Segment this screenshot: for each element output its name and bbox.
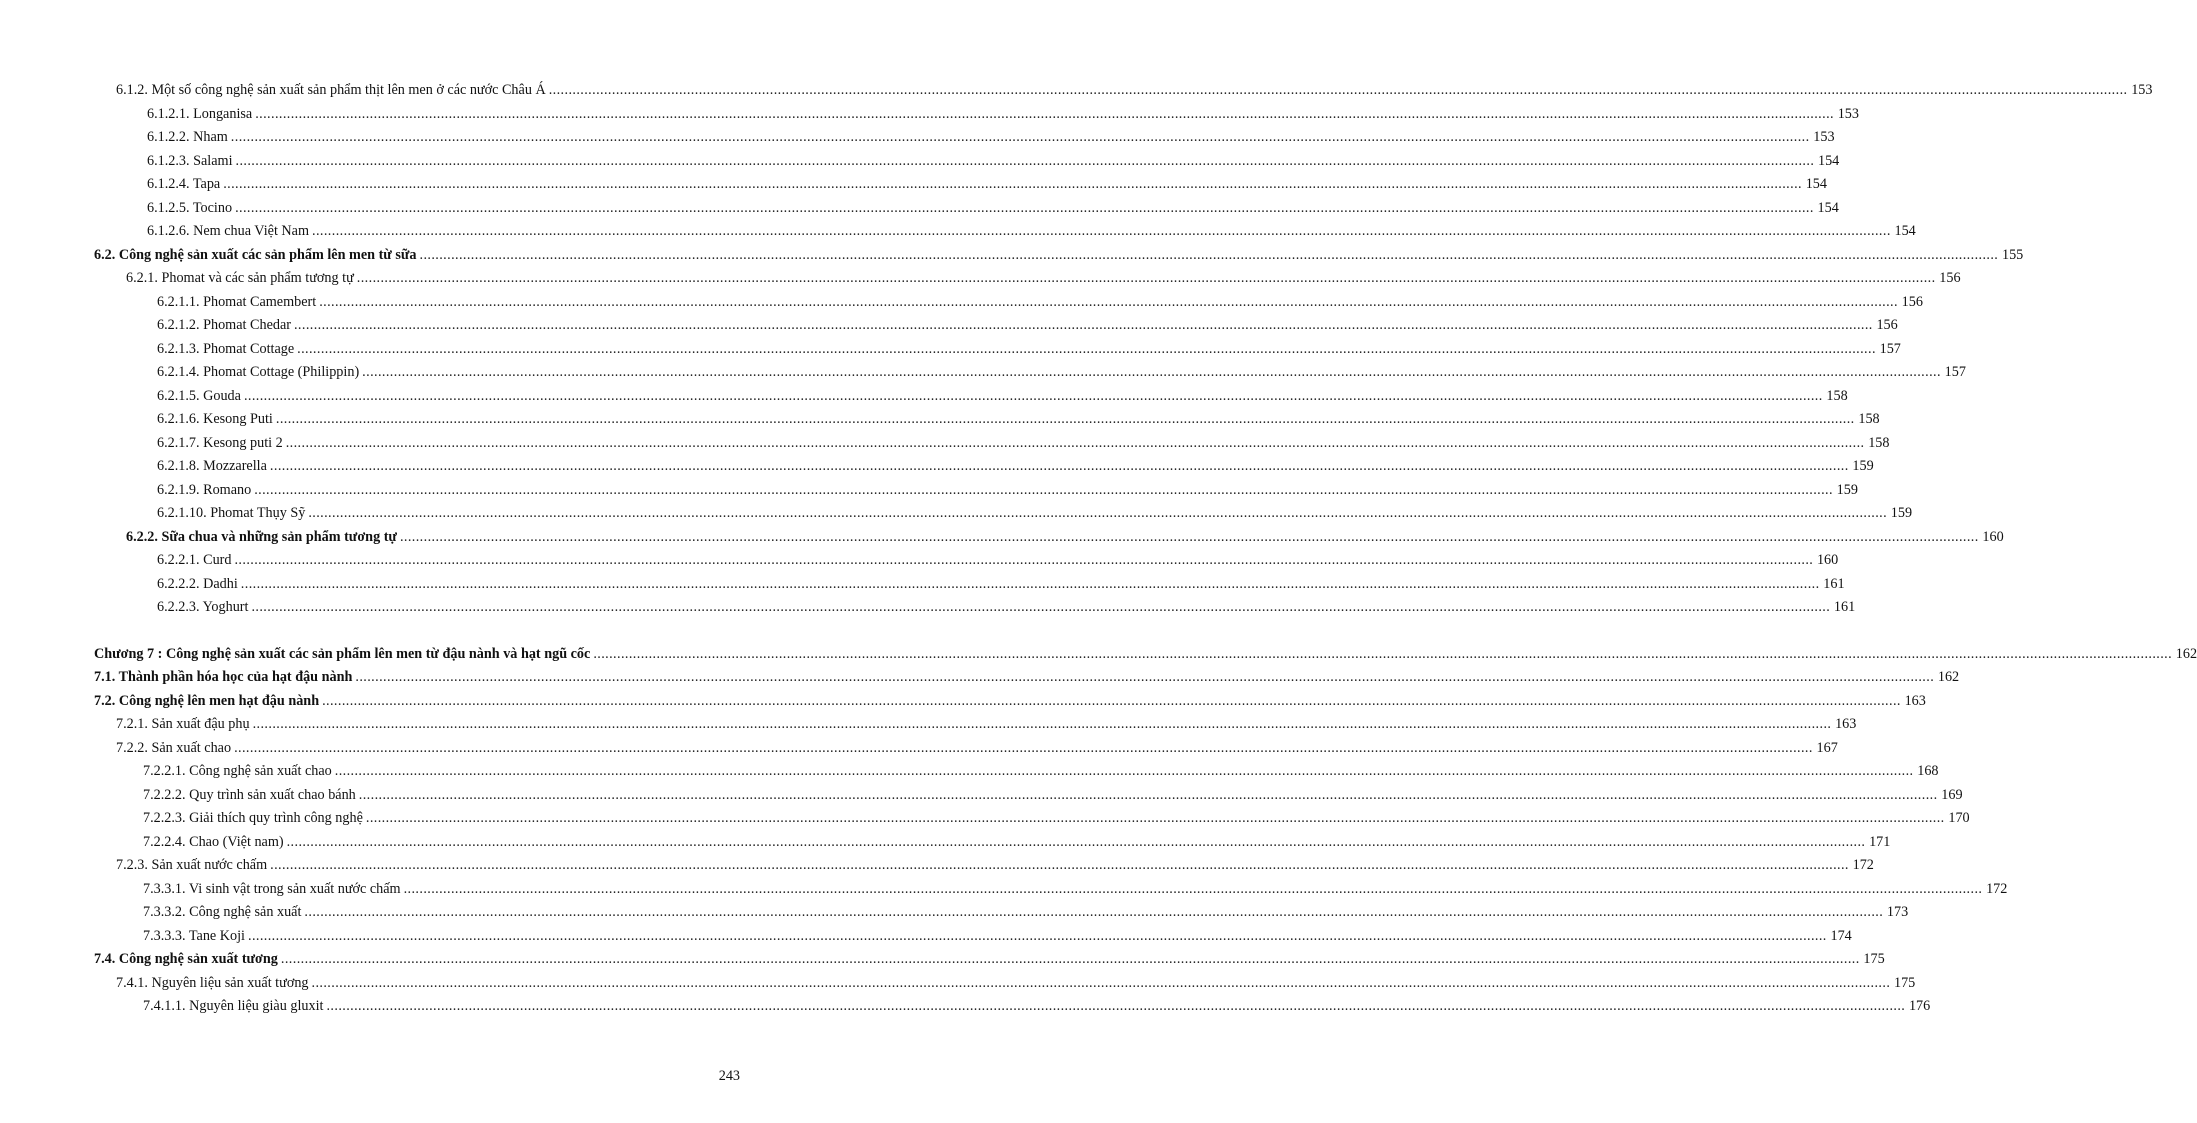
toc-entry-page: 175	[1863, 951, 1885, 967]
toc-entry	[0, 643, 2197, 667]
dot-leader: ................................................................................................................................................................................................................................................................................................................................................................................................................	[240, 575, 1820, 592]
toc-entry	[0, 784, 1963, 808]
toc-entry-page: 161	[1823, 575, 1845, 592]
toc-entry-title: 6.1.2. Một số công nghệ sản xuất sản phẩm thịt lên men ở các nước Châu Á	[116, 82, 546, 98]
toc-entry-page: 169	[1941, 786, 1963, 803]
dot-leader: ................................................................................................................................................................................................................................................................................................................................................................................................................	[255, 105, 1834, 122]
toc-entry-page: 170	[1948, 810, 1970, 826]
dot-leader: ................................................................................................................................................................................................................................................................................................................................................................................................................	[223, 176, 1802, 192]
toc-entry-page: 153	[1837, 105, 1859, 122]
toc-entry-title: 6.1.2.6. Nem chua Việt Nam	[147, 223, 310, 239]
toc-entry	[0, 479, 1858, 503]
toc-entry	[0, 338, 1901, 362]
dot-leader: ................................................................................................................................................................................................................................................................................................................................................................................................................	[362, 364, 1941, 380]
toc-entry-page: 154	[1805, 176, 1827, 192]
dot-leader: ................................................................................................................................................................................................................................................................................................................................................................................................................	[275, 411, 1855, 427]
toc-entry	[0, 79, 2153, 103]
toc-entry-title: 7.2.2.1. Công nghệ sản xuất chao	[143, 763, 332, 779]
toc-entry	[0, 573, 1845, 597]
dot-leader: ................................................................................................................................................................................................................................................................................................................................................................................................................	[235, 199, 1814, 216]
page-number: 243	[718, 1068, 740, 1084]
dot-leader: ................................................................................................................................................................................................................................................................................................................................................................................................................	[319, 293, 1898, 310]
toc-entry	[0, 878, 2008, 902]
toc-entry	[0, 854, 1874, 878]
toc-entry-title: 6.2.1.9. Romano	[157, 481, 252, 498]
dot-leader: ................................................................................................................................................................................................................................................................................................................................................................................................................	[308, 505, 1888, 521]
toc-entry-page: 167	[1816, 739, 1838, 756]
toc-entry-title: 6.1.2.4. Tapa	[147, 176, 221, 192]
toc-entry	[0, 995, 1931, 1019]
toc-entry-title: 7.2.2.2. Quy trình sản xuất chao bánh	[143, 786, 356, 803]
dot-leader: ................................................................................................................................................................................................................................................................................................................................................................................................................	[248, 927, 1827, 944]
toc-entry-title: Chương 7 : Công nghệ sản xuất các sản phẩm lên men từ đậu nành và hạt ngũ cốc	[94, 645, 591, 662]
toc-entry-title: 6.2.1.2. Phomat Chedar	[157, 317, 291, 333]
dot-leader: ................................................................................................................................................................................................................................................................................................................................................................................................................	[254, 481, 1833, 498]
toc-entry	[0, 666, 1960, 690]
toc-entry	[0, 126, 1835, 150]
dot-leader: ................................................................................................................................................................................................................................................................................................................................................................................................................	[322, 692, 1901, 709]
toc-entry	[0, 385, 1848, 409]
toc-entry-title: 7.3.3.2. Công nghệ sản xuất	[143, 904, 302, 920]
dot-leader: ................................................................................................................................................................................................................................................................................................................................................................................................................	[356, 270, 1936, 286]
dot-leader: ................................................................................................................................................................................................................................................................................................................................................................................................................	[243, 387, 1823, 404]
toc-entry-title: 7.2.2. Sản xuất chao	[116, 739, 232, 756]
toc-entry-title: 6.2.1.4. Phomat Cottage (Philippin)	[157, 364, 360, 380]
toc-entry-title: 6.2.2.1. Curd	[157, 552, 232, 568]
toc-entry-title: 7.2.1. Sản xuất đậu phụ	[116, 716, 250, 732]
dot-leader: ................................................................................................................................................................................................................................................................................................................................................................................................................	[304, 904, 1884, 920]
dot-leader: ................................................................................................................................................................................................................................................................................................................................................................................................................	[593, 645, 2173, 662]
toc-entry	[0, 361, 1966, 385]
toc-entry-title: 6.2. Công nghệ sản xuất các sản phẩm lên men từ sữa	[94, 246, 417, 263]
toc-entry-page: 175	[1893, 974, 1916, 991]
toc-entry-title: 6.2.2. Sữa chua và những sản phẩm tương tự	[126, 528, 397, 545]
toc-entry	[0, 173, 1827, 197]
toc-entry-title: 6.2.2.2. Dadhi	[157, 575, 238, 592]
toc-entry-title: 6.2.1. Phomat và các sản phẩm tương tự	[126, 270, 354, 286]
dot-leader: ................................................................................................................................................................................................................................................................................................................................................................................................................	[230, 129, 1810, 145]
toc-entry-page: 163	[1835, 716, 1857, 732]
toc-entry-title: 7.2.2.4. Chao (Việt nam)	[143, 833, 284, 850]
toc-entry-page: 160	[1816, 552, 1839, 568]
toc-entry-title: 6.2.1.5. Gouda	[157, 387, 241, 404]
dot-leader: ................................................................................................................................................................................................................................................................................................................................................................................................................	[548, 82, 2128, 98]
toc-entry-page: 171	[1869, 833, 1891, 850]
dot-leader: ................................................................................................................................................................................................................................................................................................................................................................................................................	[312, 223, 1891, 239]
toc-entry	[0, 526, 2004, 550]
dot-leader: ................................................................................................................................................................................................................................................................................................................................................................................................................	[403, 880, 1983, 897]
toc-entry-page: 172	[1852, 857, 1874, 873]
toc-entry	[0, 150, 1840, 174]
dot-leader: ................................................................................................................................................................................................................................................................................................................................................................................................................	[269, 458, 1849, 474]
toc-entry	[0, 267, 1961, 291]
toc-entry-title: 7.2. Công nghệ lên men hạt đậu nành	[94, 692, 320, 709]
toc-entry-page: 155	[2001, 246, 2024, 263]
dot-leader: ................................................................................................................................................................................................................................................................................................................................................................................................................	[286, 833, 1866, 850]
dot-leader: ................................................................................................................................................................................................................................................................................................................................................................................................................	[251, 599, 1831, 615]
toc-entry-page: 162	[1937, 669, 1960, 685]
toc-entry-title: 6.2.1.3. Phomat Cottage	[157, 340, 295, 357]
toc-entry-page: 154	[1817, 152, 1840, 169]
toc-entry-page: 157	[1879, 340, 1901, 357]
toc-entry-title: 6.2.1.8. Mozzarella	[157, 458, 267, 474]
toc-entry-title: 7.2.3. Sản xuất nước chấm	[116, 857, 268, 873]
toc-entry-title: 6.2.1.6. Kesong Puti	[157, 411, 273, 427]
toc-entry-page: 158	[1826, 387, 1848, 404]
toc-entry-page: 159	[1890, 505, 1913, 521]
dot-leader: ................................................................................................................................................................................................................................................................................................................................................................................................................	[334, 763, 1914, 779]
dot-leader: ................................................................................................................................................................................................................................................................................................................................................................................................................	[235, 152, 1815, 169]
toc-entry-page: 160	[1982, 528, 2004, 545]
toc-entry	[0, 408, 1880, 432]
toc-entry	[0, 314, 1898, 338]
toc-entry	[0, 760, 1939, 784]
dot-leader: ................................................................................................................................................................................................................................................................................................................................................................................................................	[399, 528, 1979, 545]
dot-leader: ................................................................................................................................................................................................................................................................................................................................................................................................................	[234, 552, 1814, 568]
toc-entry-page: 156	[1876, 317, 1898, 333]
toc-entry-title: 6.2.1.10. Phomat Thụy Sỹ	[157, 505, 306, 521]
toc-entry	[0, 502, 1913, 526]
toc-entry-page: 174	[1830, 927, 1852, 944]
table-of-contents	[0, 79, 2197, 1019]
toc-entry-title: 6.2.2.3. Yoghurt	[157, 599, 249, 615]
toc-entry	[0, 807, 1970, 831]
dot-leader: ................................................................................................................................................................................................................................................................................................................................................................................................................	[285, 434, 1865, 451]
toc-entry-page: 159	[1852, 458, 1874, 474]
dot-leader: ................................................................................................................................................................................................................................................................................................................................................................................................................	[297, 340, 1876, 357]
toc-entry-page: 172	[1986, 880, 2008, 897]
toc-entry-title: 6.2.1.7. Kesong puti 2	[157, 434, 283, 451]
dot-leader: ................................................................................................................................................................................................................................................................................................................................................................................................................	[419, 246, 1999, 263]
toc-entry	[0, 831, 1891, 855]
toc-entry	[0, 690, 1926, 714]
toc-entry-page: 158	[1858, 411, 1880, 427]
section-spacer	[0, 620, 816, 643]
dot-leader: ................................................................................................................................................................................................................................................................................................................................................................................................................	[358, 786, 1938, 803]
toc-entry-page: 153	[2131, 82, 2153, 98]
toc-entry	[0, 737, 1838, 761]
toc-entry-page: 156	[1901, 293, 1923, 310]
toc-entry-page: 154	[1894, 223, 1916, 239]
toc-entry	[0, 948, 1885, 972]
dot-leader: ................................................................................................................................................................................................................................................................................................................................................................................................................	[326, 998, 1906, 1014]
dot-leader: ................................................................................................................................................................................................................................................................................................................................................................................................................	[270, 857, 1849, 873]
toc-entry-title: 7.3.3.3. Tane Koji	[143, 927, 245, 944]
toc-entry-title: 6.1.2.5. Tocino	[147, 199, 233, 216]
toc-entry-page: 159	[1836, 481, 1858, 498]
toc-entry	[0, 220, 1916, 244]
toc-entry	[0, 925, 1852, 949]
dot-leader: ................................................................................................................................................................................................................................................................................................................................................................................................................	[293, 317, 1873, 333]
toc-entry	[0, 549, 1839, 573]
toc-entry-page: 161	[1833, 599, 1856, 615]
toc-entry	[0, 713, 1857, 737]
dot-leader: ................................................................................................................................................................................................................................................................................................................................................................................................................	[365, 810, 1945, 826]
toc-entry-page: 168	[1917, 763, 1939, 779]
toc-entry-title: 7.4.1.1. Nguyên liệu giàu gluxit	[143, 998, 324, 1014]
toc-entry-title: 7.2.2.3. Giải thích quy trình công nghệ	[143, 810, 363, 826]
toc-entry-title: 7.1. Thành phần hóa học của hạt đậu nành	[94, 669, 353, 685]
toc-entry-page: 156	[1939, 270, 1961, 286]
dot-leader: ................................................................................................................................................................................................................................................................................................................................................................................................................	[234, 739, 1813, 756]
toc-entry-title: 6.1.2.3. Salami	[147, 152, 233, 169]
toc-entry-page: 163	[1904, 692, 1926, 709]
toc-entry-page: 162	[2175, 645, 2197, 662]
toc-entry	[0, 901, 1909, 925]
toc-entry	[0, 197, 1839, 221]
toc-entry-title: 6.1.2.1. Longanisa	[147, 105, 253, 122]
toc-entry-page: 153	[1813, 129, 1835, 145]
dot-leader: ................................................................................................................................................................................................................................................................................................................................................................................................................	[311, 974, 1891, 991]
toc-entry	[0, 455, 1874, 479]
toc-entry	[0, 596, 1856, 620]
toc-entry	[0, 291, 1923, 315]
toc-entry-page: 154	[1817, 199, 1839, 216]
dot-leader: ................................................................................................................................................................................................................................................................................................................................................................................................................	[280, 951, 1860, 967]
toc-entry-title: 6.2.1.1. Phomat Camembert	[157, 293, 317, 310]
toc-entry-title: 6.1.2.2. Nham	[147, 129, 228, 145]
toc-entry-title: 7.3.3.1. Vi sinh vật trong sản xuất nước chấm	[143, 880, 401, 897]
toc-entry-page: 158	[1868, 434, 1890, 451]
toc-entry	[0, 972, 1916, 996]
toc-entry-page: 173	[1886, 904, 1909, 920]
toc-entry	[0, 432, 1890, 456]
toc-entry	[0, 103, 1859, 127]
toc-entry-title: 7.4.1. Nguyên liệu sản xuất tương	[116, 974, 309, 991]
dot-leader: ................................................................................................................................................................................................................................................................................................................................................................................................................	[252, 716, 1832, 732]
dot-leader: ................................................................................................................................................................................................................................................................................................................................................................................................................	[355, 669, 1935, 685]
toc-entry-page: 176	[1908, 998, 1931, 1014]
toc-entry	[0, 244, 2024, 268]
toc-entry-page: 157	[1944, 364, 1966, 380]
toc-entry-title: 7.4. Công nghệ sản xuất tương	[94, 951, 278, 967]
